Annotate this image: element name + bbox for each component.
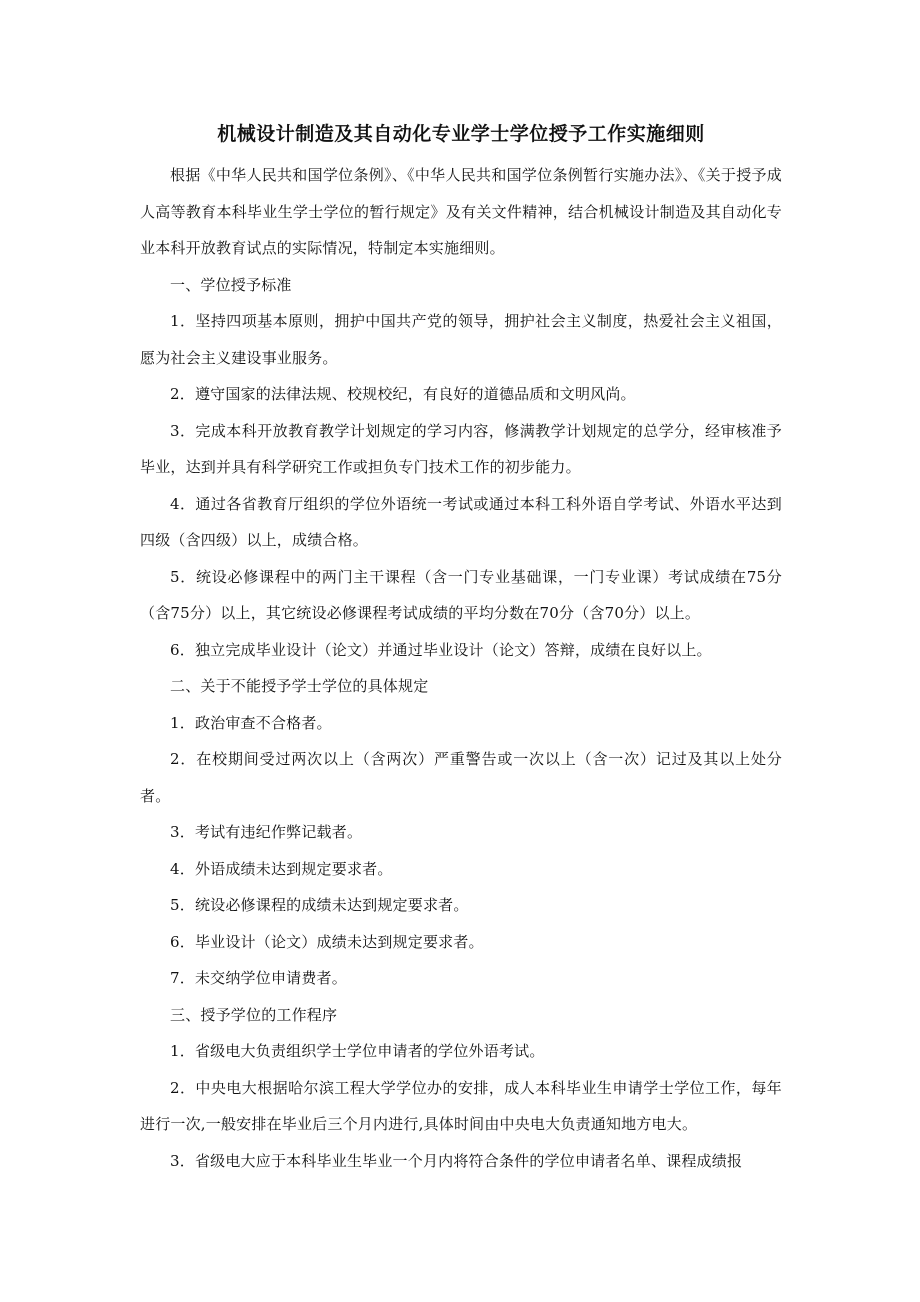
section-heading-3: 三、授予学位的工作程序: [170, 1005, 338, 1024]
exclusion-item-7: 7．未交纳学位申请费者。: [170, 969, 347, 987]
exclusion-item-2: 2．在校期间受过两次以上（含两次）严重警告或一次以上（含一次）记过及其以上处分者。: [140, 750, 782, 805]
procedure-item-1: 1．省级电大负责组织学士学位申请者的学位外语考试。: [170, 1042, 545, 1060]
standard-item-5: 5．统设必修课程中的两门主干课程（含一门专业基础课，一门专业课）考试成绩在75分（含75分）以上，其它统设必修课程考试成绩的平均分数在70分（含70分）以上。: [140, 567, 782, 622]
exclusion-item-6: 6．毕业设计（论文）成绩未达到规定要求者。: [170, 932, 484, 951]
standard-item-3: 3．完成本科开放教育教学计划规定的学习内容，修满教学计划规定的总学分，经审核准予毕业，达到并具有科学研究工作或担负专门技术工作的初步能力。: [140, 421, 782, 476]
standard-item-2: 2．遵守国家的法律法规、校规校纪，有良好的道德品质和文明风尚。: [170, 385, 636, 403]
exclusion-item-1: 1．政治审查不合格者。: [170, 713, 332, 732]
section-heading-1: 一、学位授予标准: [170, 275, 292, 294]
document-title: 机械设计制造及其自动化专业学士学位授予工作实施细则: [217, 123, 705, 145]
preamble-paragraph: 根据《中华人民共和国学位条例》、《中华人民共和国学位条例暂行实施办法》、《关于授予成人高等教育本科毕业生学士学位的暂行规定》及有关文件精神，结合机械设计制造及其自动化专业本科开放教育试点的实际情况，特制定本实施细则。: [140, 166, 782, 257]
standard-item-4: 4．通过各省教育厅组织的学位外语统一考试或通过本科工科外语自学考试、外语水平达到四级（含四级）以上，成绩合格。: [140, 494, 782, 549]
exclusion-item-3: 3．考试有违纪作弊记载者。: [170, 823, 363, 841]
standard-item-6: 6．独立完成毕业设计（论文）并通过毕业设计（论文）答辩，成绩在良好以上。: [170, 640, 712, 659]
section-heading-2: 二、关于不能授予学士学位的具体规定: [170, 677, 429, 695]
standard-item-1: 1．坚持四项基本原则，拥护中国共产党的领导，拥护社会主义制度，热爱社会主义祖国，愿为社会主义建设事业服务。: [140, 312, 782, 367]
exclusion-item-5: 5．统设必修课程的成绩未达到规定要求者。: [170, 896, 469, 914]
document-page: [140, 117, 782, 1179]
procedure-item-2: 2．中央电大根据哈尔滨工程大学学位办的安排，成人本科毕业生申请学士学位工作，每年进行一次,一般安排在毕业后三个月内进行,具体时间由中央电大负责通知地方电大。: [140, 1078, 782, 1133]
procedure-item-3: 3．省级电大应于本科毕业生毕业一个月内将符合条件的学位申请者名单、课程成绩报: [170, 1151, 743, 1170]
exclusion-item-4: 4．外语成绩未达到规定要求者。: [170, 859, 393, 878]
